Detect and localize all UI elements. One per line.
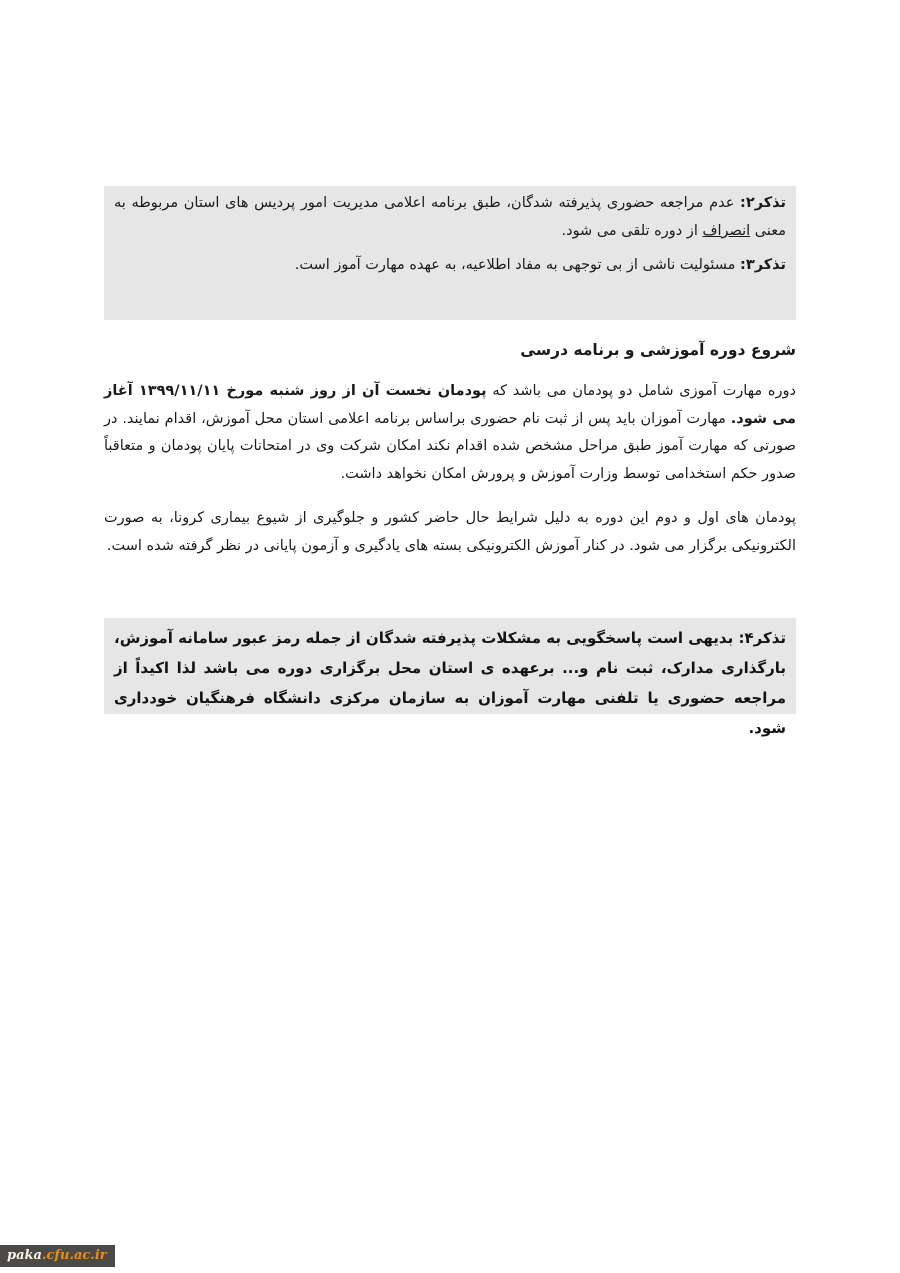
site-url-badge (0, 1245, 115, 1267)
notice-box-bottom (104, 618, 796, 737)
site-url-prefix: paka (7, 1248, 42, 1263)
notice-3-paragraph: تذکر۳: مسئولیت ناشی از بی توجهی به مفاد اطلاعیه، به عهده مهارت آموز است. (294, 257, 786, 273)
notice-box-top (104, 186, 796, 320)
notice-2-paragraph: تذکر۲: عدم مراجعه حضوری پذیرفته شدگان، طبق برنامه اعلامی مدیریت امور پردیس های استان مربوطه به معنی انصراف از دوره تلقی می شود. (114, 195, 786, 239)
site-url-suffix: .cfu.ac.ir (41, 1248, 107, 1263)
electronic-delivery-paragraph: پودمان های اول و دوم این دوره به دلیل شرایط حال حاضر کشور و جلوگیری از شیوع بیماری کرونا، به صورت الکترونیکی برگزار می شود. در کنار آموزش الکترونیکی بسته های یادگیری و آزمون پایانی در نظر گرفته شده است. (104, 510, 796, 554)
section-heading: شروع دوره آموزشی و برنامه درسی (520, 341, 796, 359)
notice-4-paragraph: تذکر۴: بدیهی است پاسخگویی به مشکلات پذیرفته شدگان از جمله رمز عبور سامانه آموزش، بارگذاری مدارک، ثبت نام و... برعهده ی استان محل برگزاری دوره می باشد لذا اکیداً از مراجعه حضوری یا تلفنی مهارت آموزان به سازمان مرکزی دانشگاه فرهنگیان خودداری شود. (114, 629, 786, 737)
course-start-paragraph: دوره مهارت آموزی شامل دو پودمان می باشد که پودمان نخست آن از روز شنبه مورخ ۱۳۹۹/۱۱/۱۱ آغاز می شود. مهارت آموزان باید پس از ثبت نام حضوری براساس برنامه اعلامی استان محل آموزش، اقدام نمایند. در صورتی که مهارت آموز طبق مراحل مشخص شده اقدام نکند امکان شرکت وی در امتحانات پایان پودمان و متعاقباً صدور حکم استخدامی توسط وزارت آموزش و پرورش امکان نخواهد داشت. (104, 383, 797, 482)
